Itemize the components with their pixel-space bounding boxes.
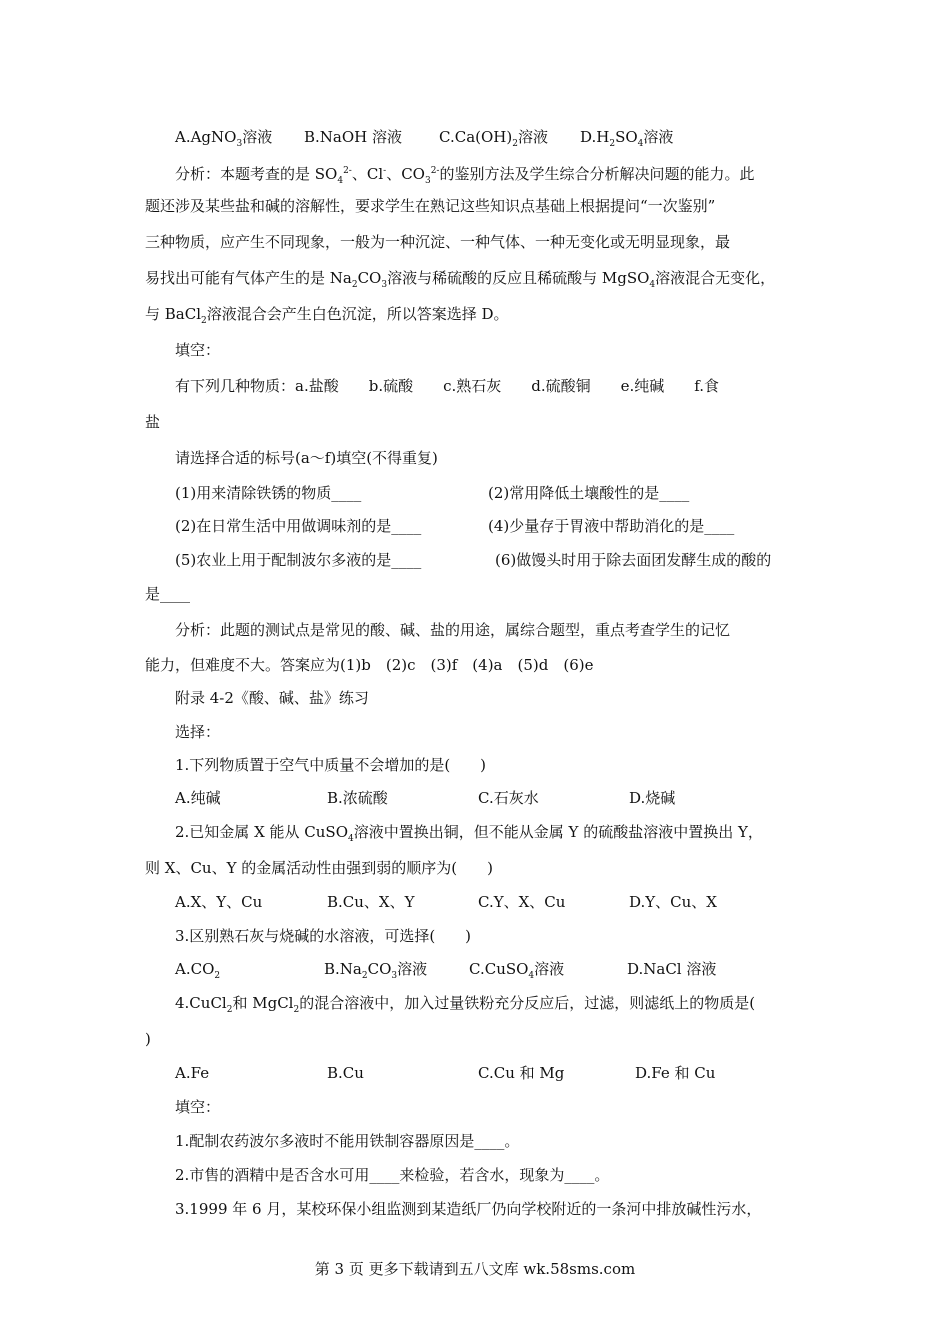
q4-option-a: A.Fe <box>175 1064 210 1082</box>
analysis1-line2: 题还涉及某些盐和碱的溶解性，要求学生在熟记这些知识点基础上根据提问“一次鉴别” <box>145 197 716 215</box>
q0-option-b: B.NaOH 溶液 <box>304 128 403 146</box>
q2-stem-line2: 则 X、Cu、Y 的金属活动性由强到弱的顺序为( ) <box>145 859 493 877</box>
fill1-q2: (2)常用降低土壤酸性的是____ <box>488 484 690 502</box>
fill1-items-line2: 盐 <box>145 413 161 431</box>
q0-option-d: $D.H_2SO_4$溶液 <box>580 128 674 149</box>
q4-option-d: D.Fe 和 Cu <box>635 1064 716 1082</box>
fill1-instruction: 请选择合适的标号(a～f)填空(不得重复) <box>175 449 438 467</box>
fill1-q5: (5)农业上用于配制波尔多液的是____ <box>175 551 422 569</box>
fill2-item3: 3.1999 年 6 月，某校环保小组监测到某造纸厂仍向学校附近的一条河中排放碱性污水， <box>175 1200 762 1218</box>
q1-option-a: A.纯碱 <box>175 789 221 807</box>
fill1-q6-cont: 是____ <box>145 585 191 603</box>
page-footer: 第 3 页 更多下载请到五八文库 wk.58sms.com <box>314 1260 636 1278</box>
fill1-q3: (2)在日常生活中用做调味剂的是____ <box>175 517 422 535</box>
q0-option-a: A.AgNO$_3$溶液 <box>175 128 273 149</box>
q3-option-c: C.CuSO$_4$溶液 <box>469 960 565 981</box>
q2-option-d: D.Y、Cu、X <box>629 893 717 911</box>
q2-option-c: C.Y、X、Cu <box>478 893 566 911</box>
analysis2-line2: 能力，但难度不大。答案应为(1)b (2)c (3)f (4)a (5)d (6)e <box>145 656 594 674</box>
q3-option-a: $A.CO_2$ <box>175 960 221 981</box>
q4-option-c: C.Cu 和 Mg <box>478 1064 565 1082</box>
q1-option-c: C.石灰水 <box>478 789 539 807</box>
fill2-item2: 2.市售的酒精中是否含水可用____来检验，若含水，现象为____。 <box>175 1166 610 1184</box>
fill1-items-line1: 有下列几种物质：a.盐酸 b.硫酸 c.熟石灰 d.硫酸铜 e.纯碱 f.食 <box>175 377 720 395</box>
fill2-heading: 填空： <box>175 1098 221 1116</box>
analysis2-line1: 分析：此题的测试点是常见的酸、碱、盐的用途，属综合题型，重点考查学生的记忆 <box>175 621 731 639</box>
q2-option-b: B.Cu、X、Y <box>327 893 415 911</box>
q3-stem: 3.区别熟石灰与烧碱的水溶液，可选择( ) <box>175 927 472 945</box>
fill2-item1: 1.配制农药波尔多液时不能用铁制容器原因是____。 <box>175 1132 520 1150</box>
fill1-heading: 填空： <box>175 341 221 359</box>
q1-stem: 1.下列物质置于空气中质量不会增加的是( ) <box>175 756 487 774</box>
fill1-q1: (1)用来清除铁锈的物质____ <box>175 484 362 502</box>
q4-stem-line2: ) <box>145 1030 151 1048</box>
analysis1-line3: 三种物质，应产生不同现象，一般为一种沉淀、一种气体、一种无变化或无明显现象，最 <box>145 233 731 251</box>
q4-option-b: B.Cu <box>327 1064 364 1082</box>
q1-option-d: D.烧碱 <box>629 789 676 807</box>
appendix-title: 附录 4-2《酸、碱、盐》练习 <box>175 689 369 707</box>
q0-option-c: $C.Ca(OH)_2$溶液 <box>439 128 548 149</box>
analysis1-line5: 与 BaCl$_2$溶液混合会产生白色沉淀，所以答案选择 D。 <box>145 305 509 326</box>
fill1-q4: (4)少量存于胃液中帮助消化的是____ <box>488 517 735 535</box>
q4-stem-line1: 4.CuCl$_2$和 MgCl$_2$的混合溶液中，加入过量铁粉充分反应后，过滤，则滤纸上的物质是( <box>175 994 756 1015</box>
fill1-q6: (6)做馒头时用于除去面团发酵生成的酸的 <box>495 551 772 569</box>
choice-heading: 选择： <box>175 723 221 741</box>
analysis1-line4: 易找出可能有气体产生的是 $Na_2CO_3$溶液与稀硫酸的反应且稀硫酸与 MgSO$_4$溶液混合无变化， <box>145 269 776 290</box>
q2-stem-line1: 2.已知金属 X 能从 CuSO$_4$溶液中置换出铜，但不能从金属 Y 的硫酸盐溶液中置换出 Y， <box>175 823 763 844</box>
q3-option-d: D.NaCl 溶液 <box>627 960 717 978</box>
analysis1-line1: 分析：本题考查的是 $SO_4^{2-}$、Cl-、$CO_3^{2-}$的鉴别方法及学生综合分析解决问题的能力。此 <box>175 165 755 186</box>
q2-option-a: A.X、Y、Cu <box>175 893 263 911</box>
q1-option-b: B.浓硫酸 <box>327 789 388 807</box>
q3-option-b: $B.Na_2CO_3$溶液 <box>324 960 428 981</box>
